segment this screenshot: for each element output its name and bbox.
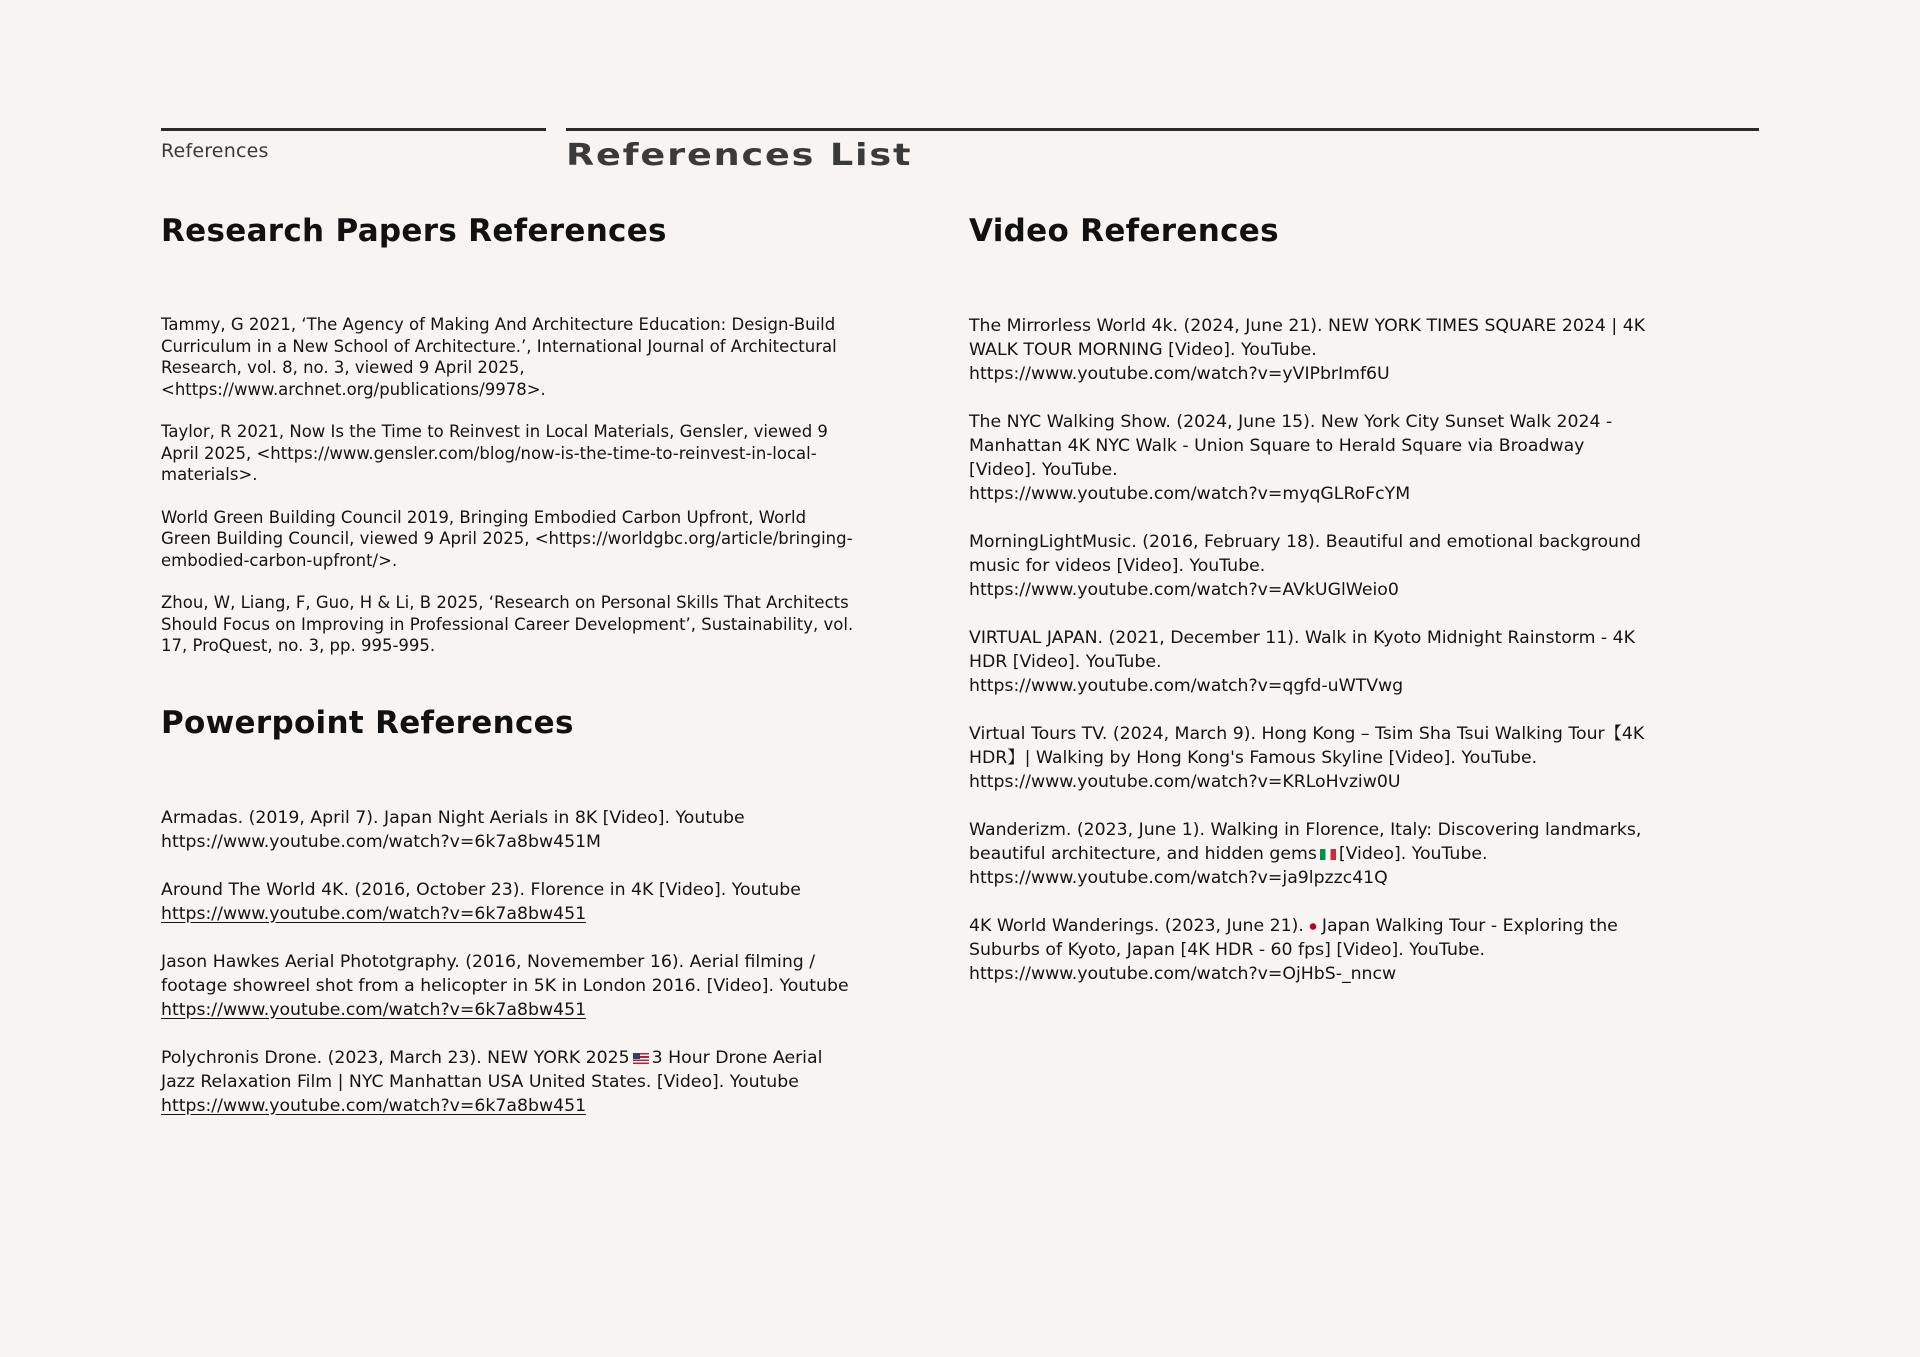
japan-flag-icon [1307,921,1319,932]
reference-url: https://www.youtube.com/watch?v=OjHbS-_nncw [969,964,1397,984]
powerpoint-list [161,806,861,1118]
powerpoint-heading: Powerpoint References [161,704,574,741]
reference-url: https://www.youtube.com/watch?v=ja9lpzzc41Q [969,868,1388,888]
reference-text: 4K World Wanderings. (2023, June 21). [969,916,1304,936]
reference-text: Around The World 4K. (2016, October 23). Florence in 4K [Video]. Youtube [161,879,801,900]
list-item [969,626,1649,698]
reference-text: The NYC Walking Show. (2024, June 15). New York City Sunset Walk 2024 - Manhattan 4K NYC Walk - Union Square to Herald Square via Broadway [Video]. YouTube. [969,412,1613,480]
breadcrumb: References [161,140,269,162]
reference-text: The Mirrorless World 4k. (2024, June 21). NEW YORK TIMES SQUARE 2024 | 4K WALK TOUR MORNING [Video]. YouTube. [969,316,1646,360]
reference-link[interactable]: https://www.youtube.com/watch?v=6k7a8bw451 [161,1095,587,1116]
list-item [969,818,1649,890]
research-list [161,314,861,657]
reference-text-cont: 3 Hour Drone Aerial Jazz Relaxation Film | NYC Manhattan USA United States. [Video]. Youtube [161,1047,823,1092]
right-column [969,213,1649,1010]
reference-url: https://www.youtube.com/watch?v=6k7a8bw451M [161,831,601,852]
left-column [161,213,861,1142]
reference-link[interactable]: https://www.youtube.com/watch?v=6k7a8bw451 [161,999,587,1020]
list-item [161,950,861,1022]
video-section [969,213,1649,986]
list-item: Zhou, W, Liang, F, Guo, H & Li, B 2025, ‘Research on Personal Skills That Architects Should Focus on Improving in Professional Career Development’, Sustainability, vol. 17, ProQuest, no. 3, pp. 995-995. [161,593,854,655]
header-rule-left [161,128,546,131]
list-item [161,806,861,854]
reference-text: Polychronis Drone. (2023, March 23). NEW YORK 2025 [161,1047,630,1068]
reference-url: https://www.youtube.com/watch?v=KRLoHvziw0U [969,772,1401,792]
list-item [969,530,1649,602]
reference-url: https://www.youtube.com/watch?v=myqGLRoFcYM [969,484,1411,504]
powerpoint-section [161,705,861,1118]
reference-url: https://www.youtube.com/watch?v=yVIPbrImf6U [969,364,1390,384]
list-item [969,914,1649,986]
list-item [969,314,1649,386]
reference-text: VIRTUAL JAPAN. (2021, December 11). Walk in Kyoto Midnight Rainstorm - 4K HDR [Video]. YouTube. [969,628,1635,672]
header-rule-right [566,128,1759,131]
reference-link[interactable]: https://www.youtube.com/watch?v=6k7a8bw451 [161,903,587,924]
list-item [969,410,1649,506]
reference-url: https://www.youtube.com/watch?v=AVkUGlWeio0 [969,580,1399,600]
reference-text-cont: [Video]. YouTube. [1338,844,1488,864]
reference-text: Armadas. (2019, April 7). Japan Night Aerials in 8K [Video]. Youtube [161,807,745,828]
video-list [969,314,1649,986]
research-heading: Research Papers References [161,213,667,249]
us-flag-icon [633,1053,649,1064]
list-item [161,878,861,926]
research-papers-section [161,213,861,657]
reference-text-cont: Japan Walking Tour - Exploring the Suburbs of Kyoto, Japan [4K HDR - 60 fps] [Video]. YouTube. [969,916,1618,960]
list-item: Tammy, G 2021, ‘The Agency of Making And Architecture Education: Design-Build Curriculum in a New School of Architecture.’, International Journal of Architectural Research, vol. 8, no. 3, viewed 9 April 2025, <https://www.archnet.org/publications/9978>. [161,315,837,399]
video-heading: Video References [969,213,1279,249]
reference-text: Jason Hawkes Aerial Phototgraphy. (2016, Novemember 16). Aerial filming / footage showreel shot from a helicopter in 5K in London 2016. [Video]. Youtube [161,951,849,996]
list-item: World Green Building Council 2019, Bringing Embodied Carbon Upfront, World Green Building Council, viewed 9 April 2025, <https://worldgbc.org/article/bringing-embodied-carbon-upfront/>. [161,507,853,570]
reference-text: Wanderizm. (2023, June 1). Walking in Florence, Italy: Discovering landmarks, beautiful architecture, and hidden gems [969,820,1642,864]
reference-url: https://www.youtube.com/watch?v=qgfd-uWTVwg [969,676,1404,696]
list-item [969,722,1649,794]
list-item: Taylor, R 2021, Now Is the Time to Reinvest in Local Materials, Gensler, viewed 9 April 2025, <https://www.gensler.com/blog/now-is-the-time-to-reinvest-in-local-materials>. [161,422,828,484]
page-title: References List [566,138,913,173]
reference-text: Virtual Tours TV. (2024, March 9). Hong Kong – Tsim Sha Tsui Walking Tour【4K HDR】| Walking by Hong Kong's Famous Skyline [Video]. YouTube. [969,724,1645,768]
list-item [161,1046,861,1118]
italy-flag-icon [1320,849,1336,860]
reference-text: MorningLightMusic. (2016, February 18). Beautiful and emotional background music for videos [Video]. YouTube. [969,532,1641,576]
